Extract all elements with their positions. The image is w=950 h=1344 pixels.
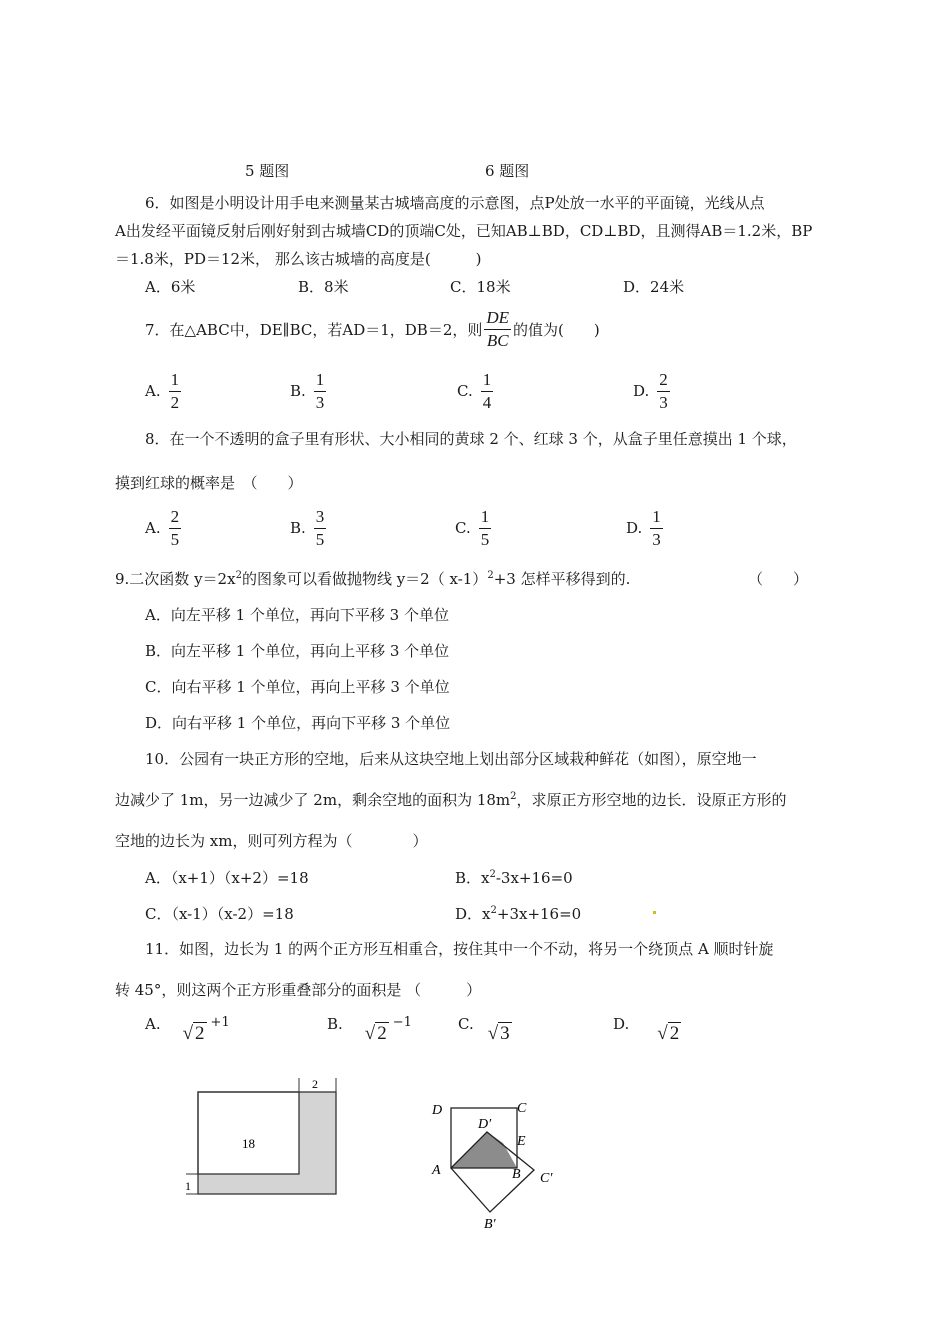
q8-option-d: D. $\frac{1}{3}$ bbox=[626, 507, 661, 549]
q11-option-c: C. √ 3 bbox=[458, 1015, 510, 1044]
q11-line2: 转 45°，则这两个正方形重叠部分的面积是 （ ） bbox=[115, 981, 482, 999]
q7-option-a: A. $\frac{1}{2}$ bbox=[145, 370, 180, 412]
sqrt-icon: √ 2 bbox=[657, 1023, 680, 1044]
figure-6-caption: 6 题图 bbox=[485, 162, 530, 180]
q7-suffix: 的值为( ) bbox=[513, 320, 600, 339]
q6-line2: A出发经平面镜反射后刚好射到古城墙CD的顶端C处，已知AB⊥BD，CD⊥BD，且测得AB＝1.2米，BP bbox=[115, 222, 813, 240]
q9-stem: 9.二次函数 $y=2x^2$的图象可以看做抛物线 y＝2（ x-1）$^2$+3 怎样平移得到的. bbox=[115, 570, 631, 588]
q7-option-b: B. $\frac{1}{3}$ bbox=[290, 370, 325, 412]
q8-line1: 8．在一个不透明的盒子里有形状、大小相同的黄球 2 个、红球 3 个，从盒子里任意摸出 1 个球， bbox=[145, 430, 797, 448]
figure-q11-rotated-squares bbox=[420, 1090, 570, 1240]
label-C: C bbox=[517, 1101, 527, 1116]
overlap-region bbox=[451, 1132, 517, 1168]
q11-option-a: A. √ 2 +1 bbox=[145, 1015, 230, 1044]
q10-line1: 10．公园有一块正方形的空地，后来从这块空地上划出部分区域栽种鲜花（如图），原空地一 bbox=[145, 750, 757, 768]
q10-option-c: C．（x-1）（x-2）=18 bbox=[145, 905, 294, 923]
q10-line3: 空地的边长为 xm，则可列方程为（ ） bbox=[115, 832, 428, 850]
label-E: E bbox=[517, 1134, 526, 1149]
q7-option-d: D. $\frac{2}{3}$ bbox=[633, 370, 668, 412]
q7-prefix: 7．在△ABC中，DE∥BC，若AD＝1，DB＝2，则 bbox=[145, 320, 483, 339]
q11-option-b: B. √ 2 −1 bbox=[327, 1015, 412, 1044]
sqrt-icon: √ 2 bbox=[182, 1023, 205, 1044]
q8-option-c: C. $\frac{1}{5}$ bbox=[455, 507, 490, 549]
q6-line1: 6．如图是小明设计用手电来测量某古城墙高度的示意图，点P处放一水平的平面镜，光线从点 bbox=[145, 194, 765, 212]
label-D-prime: D′ bbox=[478, 1117, 492, 1132]
q8-option-b: B. $\frac{3}{5}$ bbox=[290, 507, 325, 549]
figure-q10-garden bbox=[180, 1070, 350, 1220]
q10-option-d: D．$x^2+3x+16=0$ bbox=[455, 905, 582, 923]
label-A: A bbox=[432, 1163, 441, 1178]
label-C-prime: C′ bbox=[540, 1171, 553, 1186]
q8-option-a: A. $\frac{2}{5}$ bbox=[145, 507, 180, 549]
q6-option-c: C．18米 bbox=[450, 278, 511, 296]
q6-option-b: B．8米 bbox=[298, 278, 349, 296]
q7-frac-num: DE bbox=[484, 308, 511, 330]
q7-frac-den: BC bbox=[486, 330, 509, 350]
q9-option-a: A．向左平移 1 个单位，再向下平移 3 个单位 bbox=[145, 606, 449, 624]
q11-option-d: D. √ 2 bbox=[613, 1015, 680, 1044]
figure-5-caption: 5 题图 bbox=[245, 162, 290, 180]
label-B: B bbox=[512, 1167, 521, 1182]
label-D: D bbox=[432, 1103, 443, 1118]
q6-option-a: A．6米 bbox=[145, 278, 196, 296]
q7-stem bbox=[145, 308, 600, 350]
q9-option-b: B．向左平移 1 个单位，再向上平移 3 个单位 bbox=[145, 642, 450, 660]
q8-line2: 摸到红球的概率是 （ ） bbox=[115, 474, 303, 492]
sqrt-icon: √ 2 bbox=[364, 1023, 387, 1044]
q7-fraction bbox=[484, 308, 511, 350]
label-B-prime: B′ bbox=[484, 1217, 496, 1232]
side-label-left: 1 bbox=[185, 1179, 191, 1193]
q9-option-d: D．向右平移 1 个单位，再向下平移 3 个单位 bbox=[145, 714, 451, 732]
q6-option-d: D．24米 bbox=[623, 278, 685, 296]
sqrt-icon: √ 3 bbox=[487, 1023, 510, 1044]
q7-option-c: C. $\frac{1}{4}$ bbox=[457, 370, 492, 412]
stray-dot bbox=[653, 911, 656, 914]
q11-line1: 11．如图，边长为 1 的两个正方形互相重合，按住其中一个不动，将另一个绕顶点 A 顺时针旋 bbox=[145, 940, 774, 958]
q9-answer-paren: （ ） bbox=[748, 570, 809, 588]
flower-area bbox=[198, 1092, 336, 1194]
side-label-top: 2 bbox=[312, 1077, 318, 1091]
q9-option-c: C．向右平移 1 个单位，再向上平移 3 个单位 bbox=[145, 678, 450, 696]
q10-option-a: A．（x+1）（x+2）=18 bbox=[145, 869, 309, 887]
q10-option-b: B．$x^2-3x+16=0$ bbox=[455, 869, 573, 887]
area-label: 18 bbox=[242, 1136, 255, 1151]
q6-line3: ＝1.8米，PD＝12米， 那么该古城墙的高度是( ) bbox=[115, 250, 482, 268]
remaining-square bbox=[198, 1092, 299, 1174]
q10-line2: 边减少了 1m，另一边减少了 2m，剩余空地的面积为 $18m^2$，求原正方形空地的边长．设原正方形的 bbox=[115, 791, 787, 809]
